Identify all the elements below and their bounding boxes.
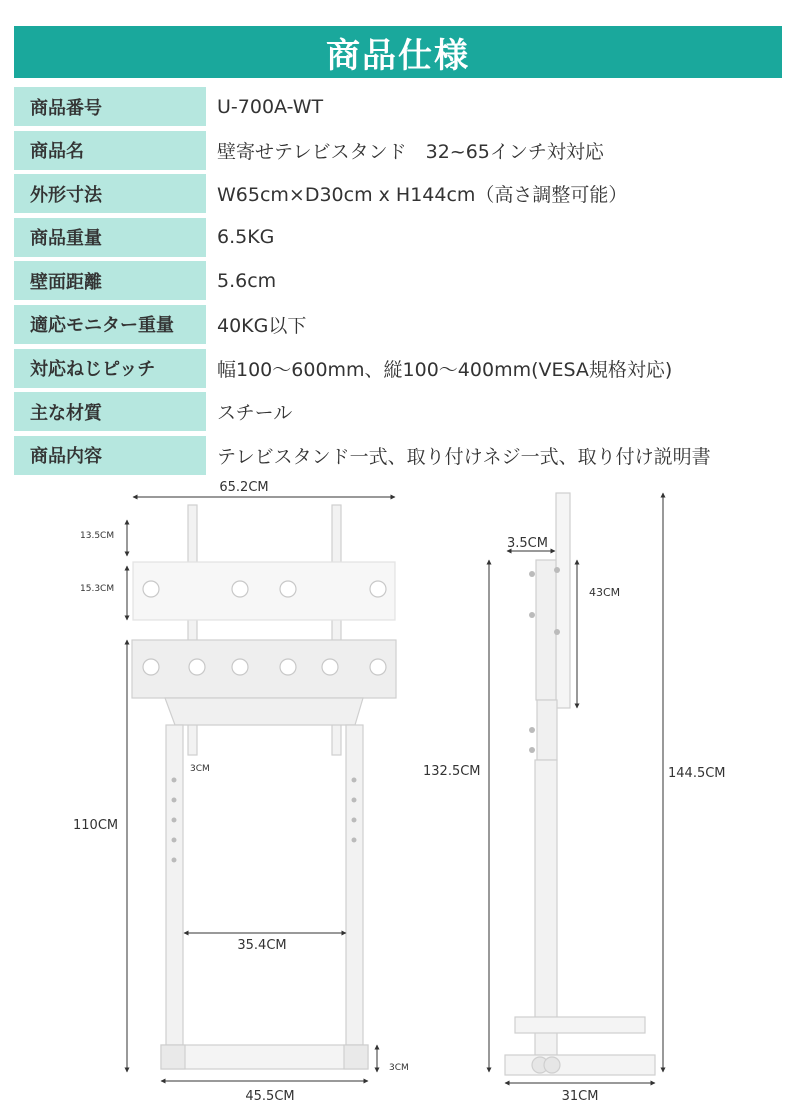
spec-row [14,305,784,344]
spec-value: 壁寄せテレビスタンド 32~65インチ対対応 [217,140,604,163]
spec-label: 商品名 [14,131,206,170]
page-title: 商品仕様 [326,35,470,76]
dim-post-gap: 3CM [190,764,210,774]
spec-value: 幅100～600mm、縦100～400mm(VESA規格対応) [217,358,673,381]
dim-width-top: 65.2CM [219,480,269,495]
spec-row [14,349,784,388]
dim-depth: 31CM [561,1089,599,1103]
dim-bracket-top: 13.5CM [80,531,115,541]
spec-label: 主な材質 [14,392,206,431]
dim-panel-height: 43CM [589,586,621,599]
spec-label: 外形寸法 [14,174,206,213]
spec-label: 壁面距離 [14,261,206,300]
spec-row [14,261,784,300]
side-view [505,493,655,1075]
spec-value: 5.6cm [217,269,277,292]
spec-value: スチール [217,402,293,425]
side-dimension-lines [489,493,663,1083]
spec-table [14,87,784,479]
dim-lower-height: 110CM [73,818,119,833]
spec-value: W65cm×D30cm x H144cm（高さ調整可能） [217,184,628,207]
spec-value: 40KG以下 [217,314,307,337]
spec-row [14,174,784,213]
spec-row [14,131,784,170]
front-view [132,505,396,1069]
dim-bracket-mid: 15.3CM [80,584,115,594]
dim-base-height: 3CM [389,1063,409,1073]
dim-side-height: 132.5CM [423,764,481,779]
spec-label: 商品内容 [14,436,206,475]
spec-value: 6.5KG [217,226,275,249]
dim-inner-width: 35.4CM [237,938,287,953]
product-dimension-drawing [0,478,800,1103]
spec-row [14,87,784,126]
dim-total-height: 144.5CM [668,766,726,781]
dim-base-width: 45.5CM [245,1089,295,1103]
spec-value: テレビスタンド一式、取り付けネジ一式、取り付け説明書 [217,445,711,468]
spec-label: 適応モニター重量 [14,305,206,344]
title-bar [14,26,782,78]
spec-label: 商品重量 [14,218,206,257]
spec-row [14,436,784,475]
spec-row [14,392,784,431]
spec-value: U-700A-WT [217,95,324,118]
dim-side-offset: 3.5CM [507,536,548,551]
spec-row [14,218,784,257]
spec-label: 商品番号 [14,87,206,126]
spec-label: 対応ねじピッチ [14,349,206,388]
